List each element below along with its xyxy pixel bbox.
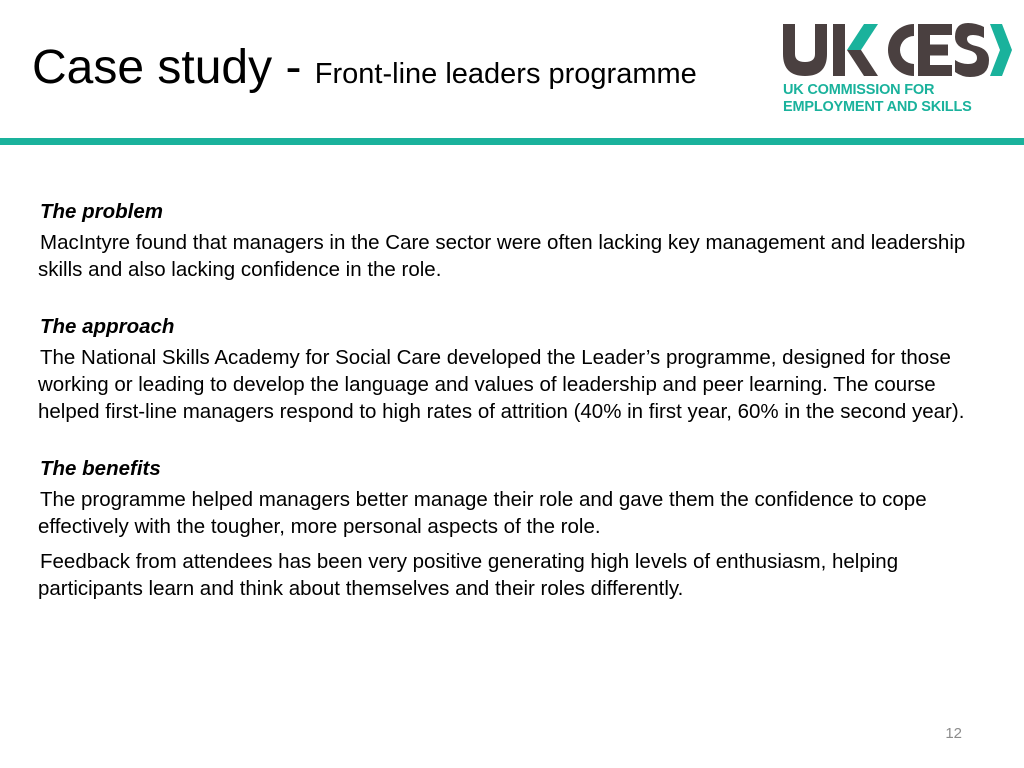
section-heading: The benefits (40, 457, 161, 480)
logo-tagline-line1: UK COMMISSION FOR (783, 82, 935, 98)
section-benefits (38, 455, 978, 602)
slide-title (32, 41, 697, 94)
section-heading: The problem (40, 200, 164, 223)
title-divider (0, 138, 1024, 145)
section-approach (38, 313, 978, 425)
slide-title-main: Case study - (32, 41, 315, 94)
section-heading: The approach (40, 315, 175, 338)
section-paragraph: Feedback from attendees has been very positive generating high levels of enthusiasm, helping participants learn and think about themselves and their roles differently. (38, 550, 899, 600)
ukces-logo (780, 18, 1012, 122)
section-paragraph: The National Skills Academy for Social Care developed the Leader’s programme, designed for those working or leading to develop the language and values of leadership and peer learning. The course helped first-line managers respond to high rates of attrition (40% in first year, 60% in the second year). (38, 346, 965, 423)
section-paragraph: MacIntyre found that managers in the Care sector were often lacking key management and leadership skills and also lacking confidence in the role. (38, 231, 966, 281)
logo-tagline-line2: EMPLOYMENT AND SKILLS (783, 99, 972, 115)
slide-body (38, 198, 978, 632)
section-paragraph: The programme helped managers better manage their role and gave them the confidence to cope effectively with the tougher, more personal aspects of the role. (38, 488, 927, 538)
section-problem (38, 198, 978, 283)
slide-title-sub: Front-line leaders programme (314, 58, 697, 90)
page-number: 12 (945, 725, 962, 742)
ukces-wordmark (780, 18, 1012, 80)
